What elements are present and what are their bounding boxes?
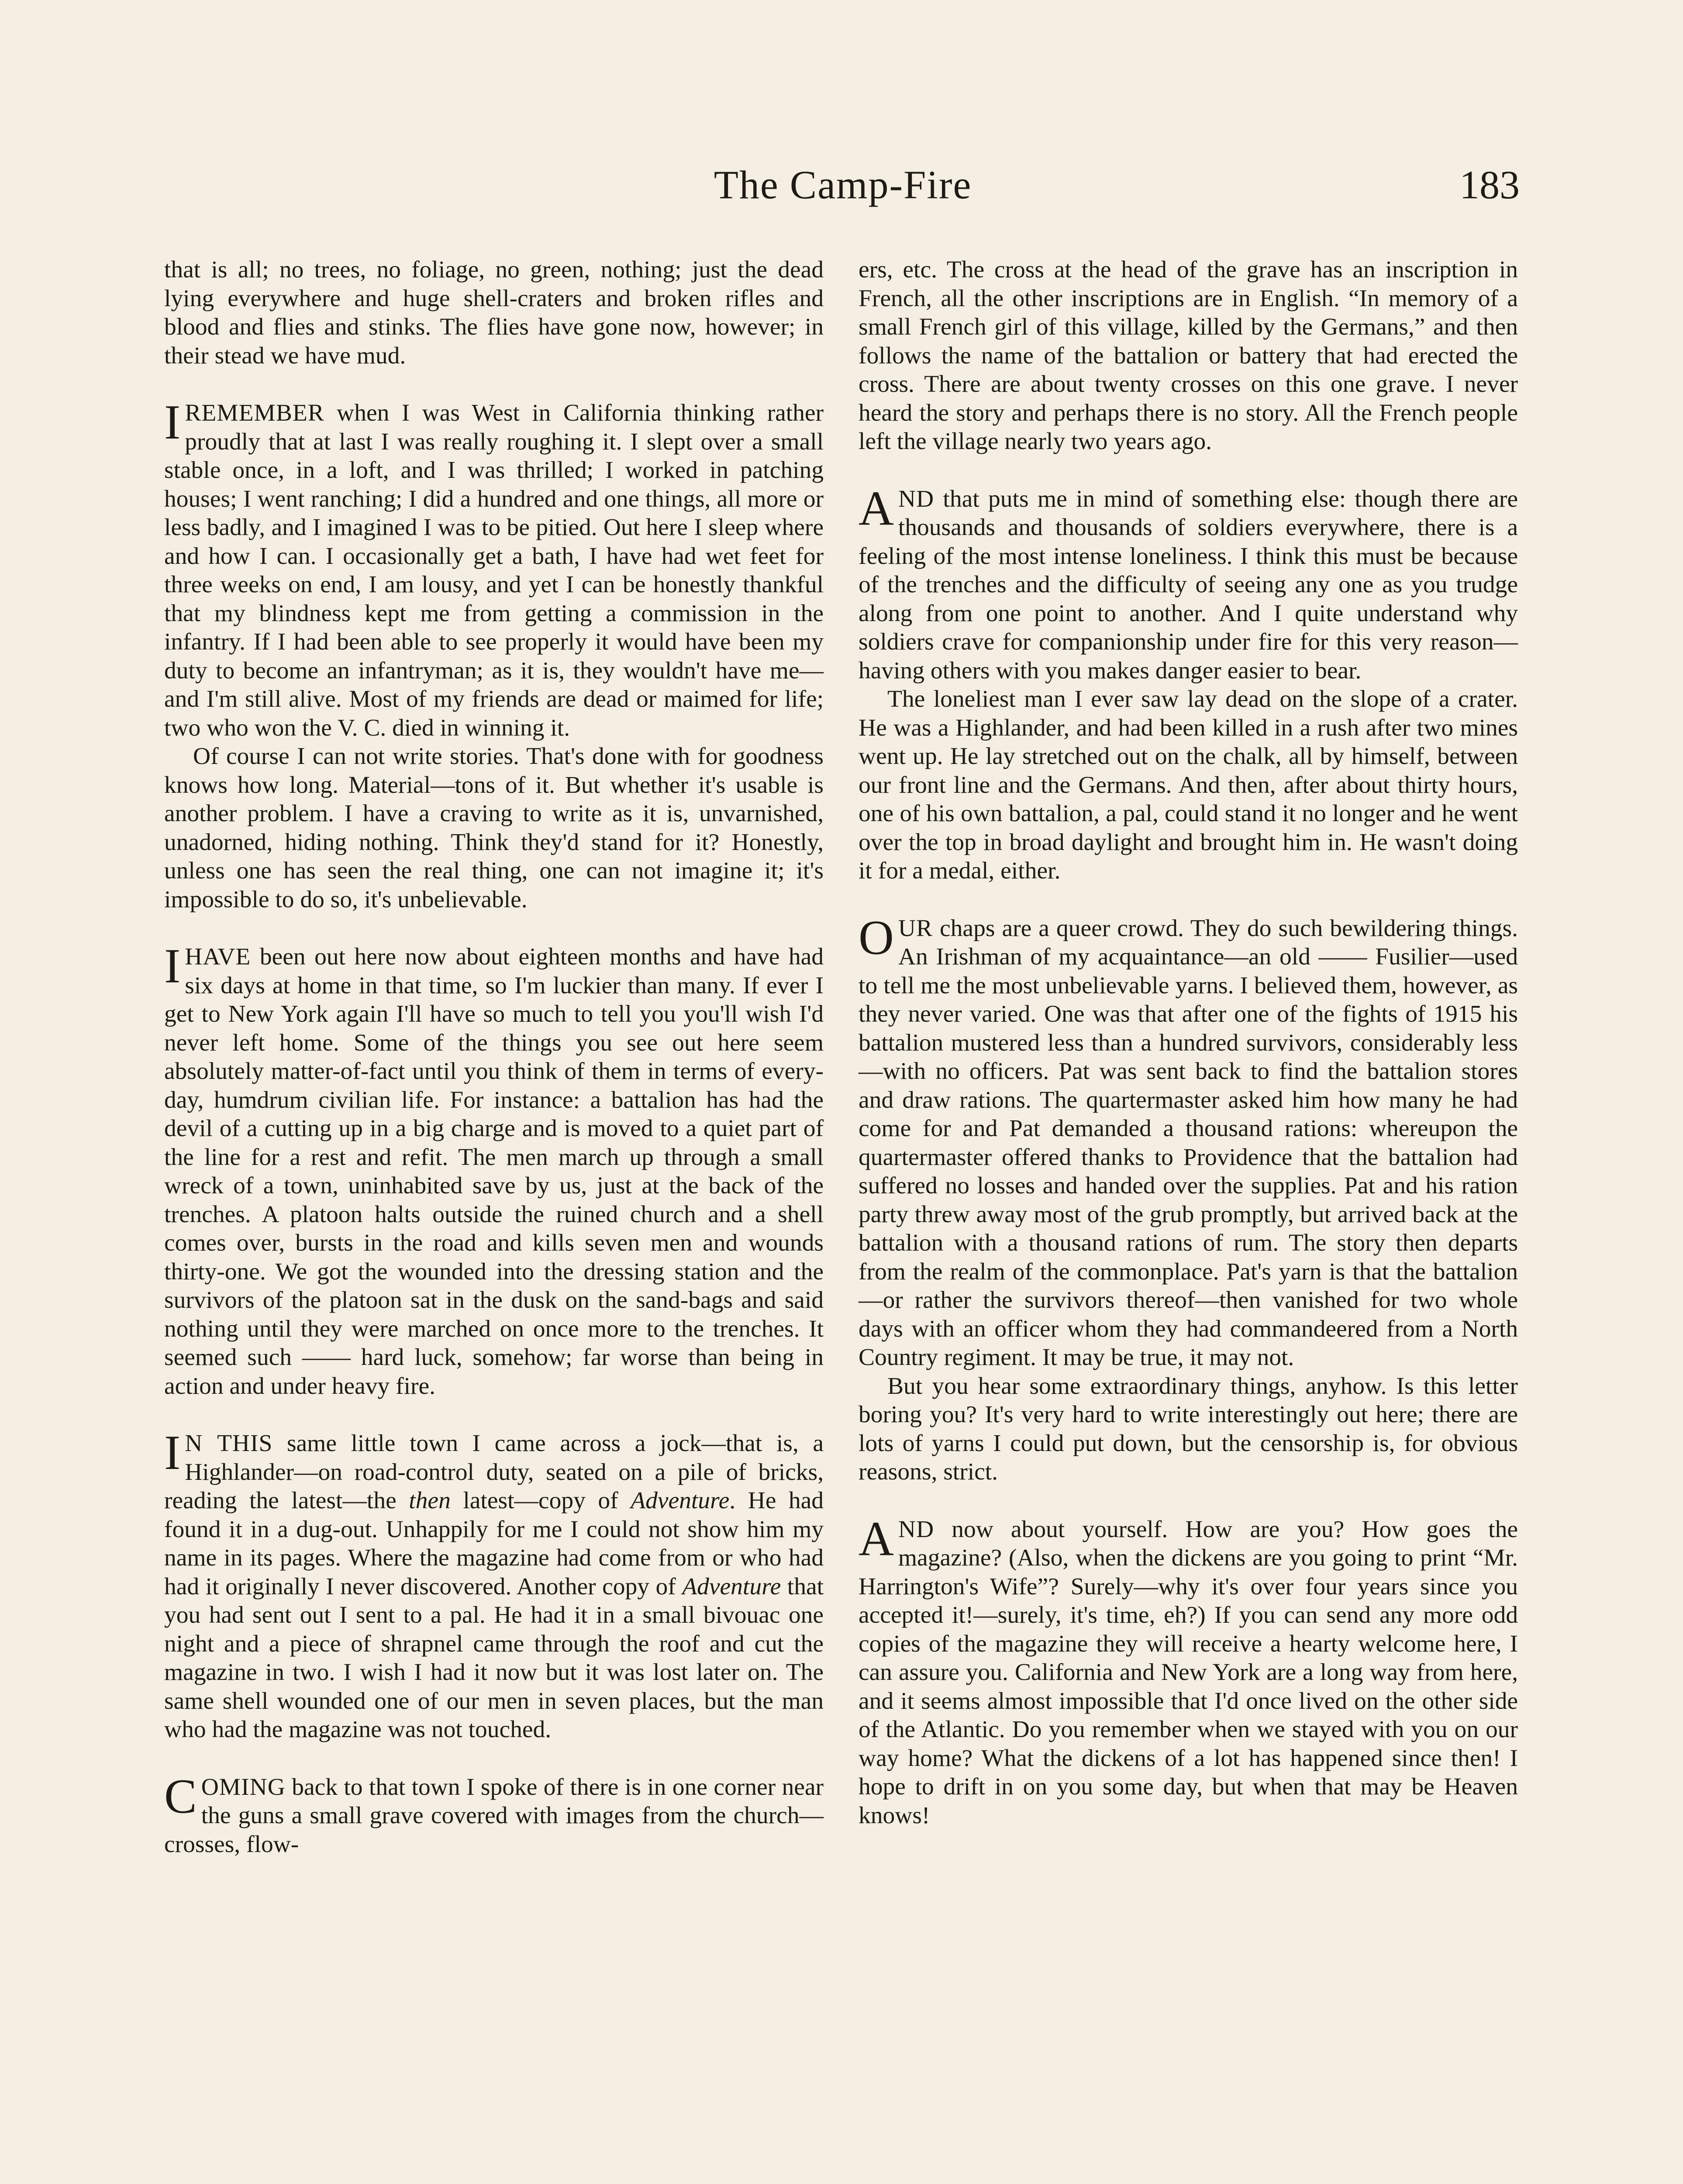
running-head [166,162,1520,218]
paragraph-text: that puts me in mind of something else: though there are thousands and thousands of soldiers everywhere, there is a feeling of the most intense loneliness. I think this must be because of the trenches and the difficulty of seeing any one as you trudge along from one point to another. And I quite understand why soldiers crave for companionship under fire for this very reason—having others with you makes danger easier to bear. [859,485,1518,684]
paragraph-text: now about yourself. How are you? How goes the magazine? (Also, when the dickens are you going to print “Mr. Harrington's Wife”? Surely—why it's over four years since you accepted it!—surely, it's time, eh?) If you can send any more odd copies of the magazine they will receive a hearty welcome here, I can assure you. California and New York are a long way from here, and it seems almost impossible that I'd once lived on the other side of the Atlantic. Do you remember when we stayed with you on our way home? What the dickens of a lot has happened since then! I hope to drift in on you some day, but when that may be Heaven knows! [859,1516,1518,1829]
lead-caps: HAVE [185,943,251,970]
lead-caps: ND [898,1516,935,1543]
right-column [859,256,1518,2184]
paragraph: The loneliest man I ever saw lay dead on the slope of a crater. He was a Highlander, and had been killed in a rush after two mines went up. He lay stretched out on the chalk, all by himself, between our front line and the Germans. And then, after about thirty hours, one of his own battalion, a pal, could stand it no longer and he went over the top in broad daylight and brought him in. He wasn't doing it for a medal, either. [859,686,1518,884]
paragraph: that is all; no trees, no foliage, no green, nothing; just the dead lying everywhere and huge shell-craters and broken rifles and blood and flies and stinks. The flies have gone now, however; in their stead we have mud. [164,256,824,369]
paragraph [859,1511,1518,1830]
paragraph [859,481,1518,685]
italic-text: then [409,1487,451,1514]
lead-caps: UR [898,915,933,942]
drop-cap: I [164,939,181,993]
paragraph-text: latest—copy of [450,1487,631,1514]
paragraph [164,1769,824,1859]
paragraph-text: back to that town I spoke of there is in one corner near the guns a small grave covered with images from the church—crosses, flow- [164,1773,824,1858]
italic-text: Adventure [631,1487,730,1514]
paragraph-text: chaps are a queer crowd. They do such bewildering things. An Irishman of my acquaintance—an old —— Fusilier—used to tell me the most unbelievable yarns. I believed them, however, as they never varied. One was that after one of the fights of 1915 his battalion mustered less than a hundred survivors, considerably less—with no officers. Pat was sent back to find the battalion stores and draw rations. The quartermaster asked him how many he had come for and Pat demanded a thousand rations: whereupon the quartermaster offered thanks to Providence that the battalion had suffered no losses and handed over the supplies. Pat and his ration party threw away most of the grub promptly, but arrived back at the battalion with a thousand rations of rum. The story then departs from the realm of the commonplace. Pat's yarn is that the battalion—or rather the survivors thereof—then vanished for two whole days with an officer whom they had commandeered from a North Country regiment. It may be true, it may not. [859,915,1518,1371]
paragraph-text: when I was West in California thinking rather proudly that at last I was really roughing it. I slept over a small stable once, in a loft, and I was thrilled; I worked in patching houses; I went ranching; I did a hundred and one things, all more or less badly, and I imagined I was to be pitied. Out here I sleep where and how I can. I occasionally get a bath, I have had wet feet for three weeks on end, I am lousy, and yet I can be honestly thankful that my blindness kept me from getting a commission in the infantry. If I had been able to see properly it would have been my duty to become an infantryman; as it is, they wouldn't have me—and I'm still alive. Most of my friends are dead or maimed for life; two who won the V. C. died in winning it. [164,400,824,741]
lead-caps: REMEMBER [185,400,324,426]
paragraph: But you hear some extraordinary things, anyhow. Is this letter boring you? It's very hard to write interestingly out here; there are lots of yarns I could put down, but the censorship is, for obvious reasons, strict. [859,1372,1518,1485]
italic-text: Adventure [682,1573,781,1600]
paragraph-text: same little town I came across a jock—that is, a Highlander—on road-control duty, seated on a pile of bricks, reading the latest—the [164,1430,824,1514]
drop-cap: C [164,1769,197,1824]
left-column [164,256,824,2184]
page-number: 183 [1459,162,1520,207]
paragraph-text: that you had sent out I sent to a pal. He had it in a small bivouac one night and a piece of shrapnel came through the roof and cut the magazine in two. I wish I had it now but it was lost later on. The same shell wounded one of our men in seven places, but the man who had the magazine was not touched. [164,1573,824,1743]
paragraph-text: . He had found it in a dug-out. Unhappily for me I could not show him my name in its pages. Where the magazine had come from or who had had it originally I never discovered. Another copy of [164,1487,824,1600]
paragraph [859,910,1518,1372]
paragraph [164,939,824,1400]
drop-cap: I [164,395,181,449]
drop-cap: I [164,1426,181,1480]
paragraph: ers, etc. The cross at the head of the grave has an inscription in French, all the other inscriptions are in English. “In memory of a small French girl of this village, killed by the Germans,” and then follows the name of the battalion or battery that had erected the cross. There are about twenty crosses on this one grave. I never heard the story and perhaps there is no story. All the French people left the village nearly two years ago. [859,256,1518,455]
paragraph-text: been out here now about eighteen months and have had six days at home in that time, so I'm luckier than many. If ever I get to New York again I'll have so much to tell you you'll wish I'd never left home. Some of the things you see out here seem absolutely matter-of-fact until you think of them in terms of every-day, humdrum civilian life. For instance: a battalion has had the devil of a cutting up in a big charge and is moved to a quiet part of the line for a rest and refit. The men march up through a small wreck of a town, uninhabited save by us, just at the back of the trenches. A platoon halts outside the ruined church and a shell comes over, bursts in the road and kills seven men and wounds thirty-one. We got the wounded into the dressing station and the survivors of the platoon sat in the dusk on the sand-bags and said nothing until they were marched on once more to the trenches. It seemed such —— hard luck, somehow; far worse than being in action and under heavy fire. [164,943,824,1400]
drop-cap: A [859,481,894,536]
lead-caps: N THIS [185,1430,273,1457]
paragraph: Of course I can not write stories. That's done with for goodness knows how long. Material—tons of it. But whether it's usable is another problem. I have a craving to write as it is, unvarnished, unadorned, hiding nothing. Think they'd stand for it? Honestly, unless one has seen the real thing, one can not imagine it; it's impossible to do so, it's unbelievable. [164,743,824,913]
paragraph [164,1426,824,1744]
running-title: The Camp-Fire [714,162,972,207]
paragraph [164,395,824,742]
lead-caps: OMING [201,1773,286,1800]
drop-cap: O [859,910,894,965]
drop-cap: A [859,1511,894,1566]
lead-caps: ND [898,485,935,512]
